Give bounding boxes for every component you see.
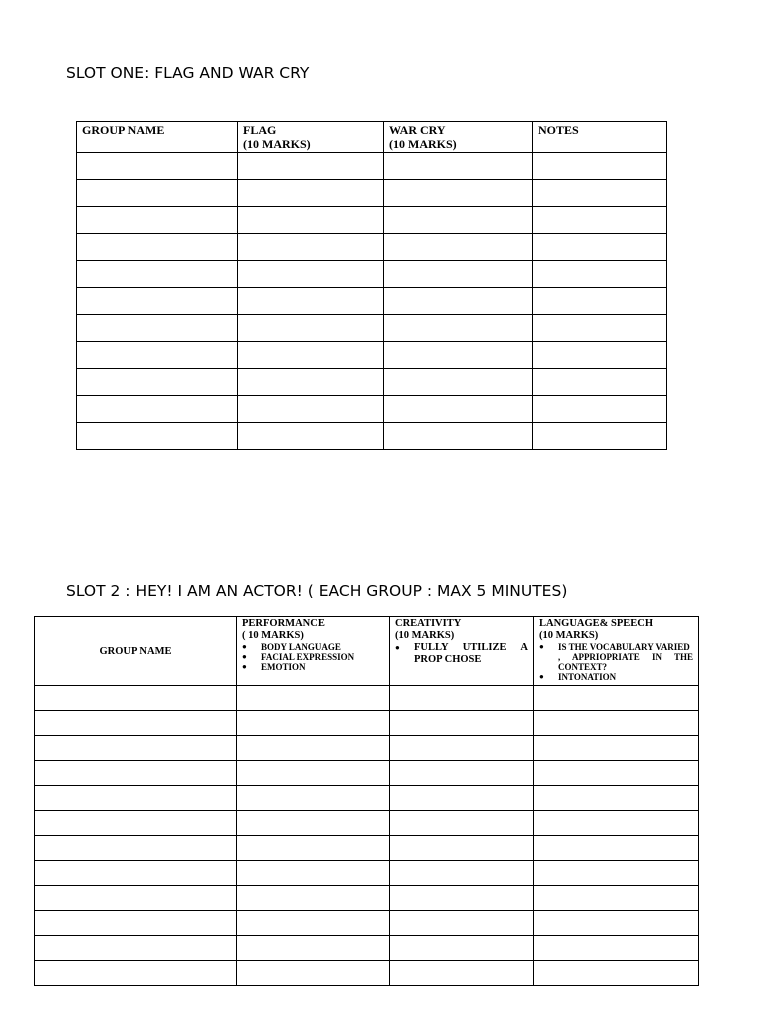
score-cell[interactable] xyxy=(384,396,533,423)
column-header-language-speech: LANGUAGE& SPEECH (10 MARKS) ● IS THE VOCABULARY VARIED , APPRIOPRIATE IN THE CONTEXT? ● INTONATION xyxy=(534,617,699,686)
score-cell[interactable] xyxy=(390,836,534,861)
score-cell[interactable] xyxy=(390,736,534,761)
score-cell[interactable] xyxy=(238,315,384,342)
table-row xyxy=(35,761,699,786)
score-cell[interactable] xyxy=(237,836,390,861)
list-item: ● FULLY UTILIZE A PROP CHOSE xyxy=(395,642,528,666)
score-cell[interactable] xyxy=(533,180,667,207)
score-cell[interactable] xyxy=(237,761,390,786)
score-cell[interactable] xyxy=(238,207,384,234)
score-cell[interactable] xyxy=(238,261,384,288)
score-cell[interactable] xyxy=(390,761,534,786)
score-cell[interactable] xyxy=(533,234,667,261)
score-cell[interactable] xyxy=(35,861,237,886)
slot-one-heading: SLOT ONE: FLAG AND WAR CRY xyxy=(66,64,310,82)
score-cell[interactable] xyxy=(237,911,390,936)
score-cell[interactable] xyxy=(384,261,533,288)
score-cell[interactable] xyxy=(533,153,667,180)
score-cell[interactable] xyxy=(237,936,390,961)
score-cell[interactable] xyxy=(534,761,699,786)
score-cell[interactable] xyxy=(384,288,533,315)
table-row xyxy=(77,180,667,207)
table-header-row xyxy=(77,122,667,153)
table-row xyxy=(77,288,667,315)
score-cell[interactable] xyxy=(77,207,238,234)
score-cell[interactable] xyxy=(238,153,384,180)
table-row xyxy=(77,234,667,261)
score-cell[interactable] xyxy=(237,736,390,761)
score-cell[interactable] xyxy=(533,288,667,315)
score-cell[interactable] xyxy=(390,936,534,961)
score-cell[interactable] xyxy=(237,886,390,911)
creativity-criteria-list xyxy=(395,642,528,666)
score-cell[interactable] xyxy=(35,736,237,761)
list-item: ● BODY LANGUAGE xyxy=(242,642,384,652)
score-cell[interactable] xyxy=(77,180,238,207)
score-cell[interactable] xyxy=(384,234,533,261)
table-row xyxy=(35,961,699,986)
list-item: ● EMOTION xyxy=(242,662,384,672)
column-header-performance: PERFORMANCE ( 10 MARKS) ● BODY LANGUAGE ● FACIAL EXPRESSION ● EMOTION xyxy=(237,617,390,686)
performance-criteria-list xyxy=(242,642,384,672)
score-cell[interactable] xyxy=(533,315,667,342)
score-cell[interactable] xyxy=(390,786,534,811)
score-cell[interactable] xyxy=(77,288,238,315)
score-cell[interactable] xyxy=(384,315,533,342)
score-cell[interactable] xyxy=(77,315,238,342)
column-header-notes: NOTES xyxy=(533,122,667,153)
score-cell[interactable] xyxy=(534,811,699,836)
score-cell[interactable] xyxy=(384,342,533,369)
score-cell[interactable] xyxy=(534,686,699,711)
score-cell[interactable] xyxy=(390,711,534,736)
score-cell[interactable] xyxy=(534,836,699,861)
score-cell[interactable] xyxy=(238,396,384,423)
score-cell[interactable] xyxy=(534,786,699,811)
table-row xyxy=(35,686,699,711)
table-row xyxy=(77,261,667,288)
score-cell[interactable] xyxy=(238,180,384,207)
score-cell[interactable] xyxy=(533,261,667,288)
score-cell[interactable] xyxy=(237,811,390,836)
score-cell[interactable] xyxy=(533,423,667,450)
table-row xyxy=(77,423,667,450)
slot-two-heading: SLOT 2 : HEY! I AM AN ACTOR! ( EACH GROUP : MAX 5 MINUTES) xyxy=(66,582,568,600)
table-row xyxy=(77,207,667,234)
score-cell[interactable] xyxy=(35,761,237,786)
score-cell[interactable] xyxy=(533,396,667,423)
table-row xyxy=(77,342,667,369)
score-cell[interactable] xyxy=(77,342,238,369)
table-row xyxy=(35,936,699,961)
score-cell[interactable] xyxy=(384,153,533,180)
table-row xyxy=(35,811,699,836)
table-header-row xyxy=(35,617,699,686)
score-cell[interactable] xyxy=(35,936,237,961)
score-cell[interactable] xyxy=(35,961,237,986)
table-row xyxy=(77,369,667,396)
score-cell[interactable] xyxy=(237,786,390,811)
table-row xyxy=(77,315,667,342)
score-cell[interactable] xyxy=(533,342,667,369)
score-cell[interactable] xyxy=(384,423,533,450)
score-cell[interactable] xyxy=(534,861,699,886)
score-cell[interactable] xyxy=(384,369,533,396)
score-cell[interactable] xyxy=(77,261,238,288)
table-row xyxy=(77,153,667,180)
score-cell[interactable] xyxy=(35,711,237,736)
list-item: ● INTONATION xyxy=(539,672,693,682)
list-item: ● IS THE VOCABULARY VARIED , APPRIOPRIATE IN THE CONTEXT? xyxy=(539,642,693,672)
score-cell[interactable] xyxy=(390,911,534,936)
score-cell[interactable] xyxy=(534,936,699,961)
table-row xyxy=(35,736,699,761)
score-cell[interactable] xyxy=(35,911,237,936)
score-cell[interactable] xyxy=(384,207,533,234)
score-cell[interactable] xyxy=(384,180,533,207)
score-cell[interactable] xyxy=(77,369,238,396)
score-cell[interactable] xyxy=(238,234,384,261)
score-cell[interactable] xyxy=(238,423,384,450)
language-criteria-list xyxy=(539,642,693,682)
score-cell[interactable] xyxy=(77,234,238,261)
score-cell[interactable] xyxy=(77,423,238,450)
score-cell[interactable] xyxy=(534,711,699,736)
score-cell[interactable] xyxy=(390,861,534,886)
score-cell[interactable] xyxy=(534,961,699,986)
score-cell[interactable] xyxy=(533,207,667,234)
score-cell[interactable] xyxy=(237,961,390,986)
score-cell[interactable] xyxy=(237,861,390,886)
table-row xyxy=(35,911,699,936)
score-cell[interactable] xyxy=(238,288,384,315)
column-header-war-cry: WAR CRY (10 MARKS) xyxy=(384,122,533,153)
score-cell[interactable] xyxy=(77,396,238,423)
score-cell[interactable] xyxy=(35,786,237,811)
score-cell[interactable] xyxy=(534,911,699,936)
score-cell[interactable] xyxy=(534,736,699,761)
column-header-group-name: GROUP NAME xyxy=(35,617,237,686)
score-cell[interactable] xyxy=(35,886,237,911)
column-header-group-name: GROUP NAME xyxy=(77,122,238,153)
list-item: ● FACIAL EXPRESSION xyxy=(242,652,384,662)
column-header-creativity: CREATIVITY (10 MARKS) ● FULLY UTILIZE A PROP CHOSE xyxy=(390,617,534,686)
slot-two-score-table xyxy=(34,616,699,986)
score-cell[interactable] xyxy=(390,886,534,911)
score-cell[interactable] xyxy=(35,811,237,836)
score-cell[interactable] xyxy=(238,369,384,396)
slot-one-score-table xyxy=(76,121,667,450)
score-cell[interactable] xyxy=(35,836,237,861)
column-header-flag: FLAG (10 MARKS) xyxy=(238,122,384,153)
table-row xyxy=(35,886,699,911)
score-cell[interactable] xyxy=(533,369,667,396)
table-row xyxy=(35,861,699,886)
table-row xyxy=(35,836,699,861)
score-cell[interactable] xyxy=(237,686,390,711)
table-row xyxy=(35,711,699,736)
table-row xyxy=(35,786,699,811)
score-cell[interactable] xyxy=(35,686,237,711)
score-cell[interactable] xyxy=(237,711,390,736)
table-row xyxy=(77,396,667,423)
score-cell[interactable] xyxy=(390,811,534,836)
score-cell[interactable] xyxy=(390,961,534,986)
score-cell[interactable] xyxy=(77,153,238,180)
score-cell[interactable] xyxy=(238,342,384,369)
score-cell[interactable] xyxy=(534,886,699,911)
score-cell[interactable] xyxy=(390,686,534,711)
